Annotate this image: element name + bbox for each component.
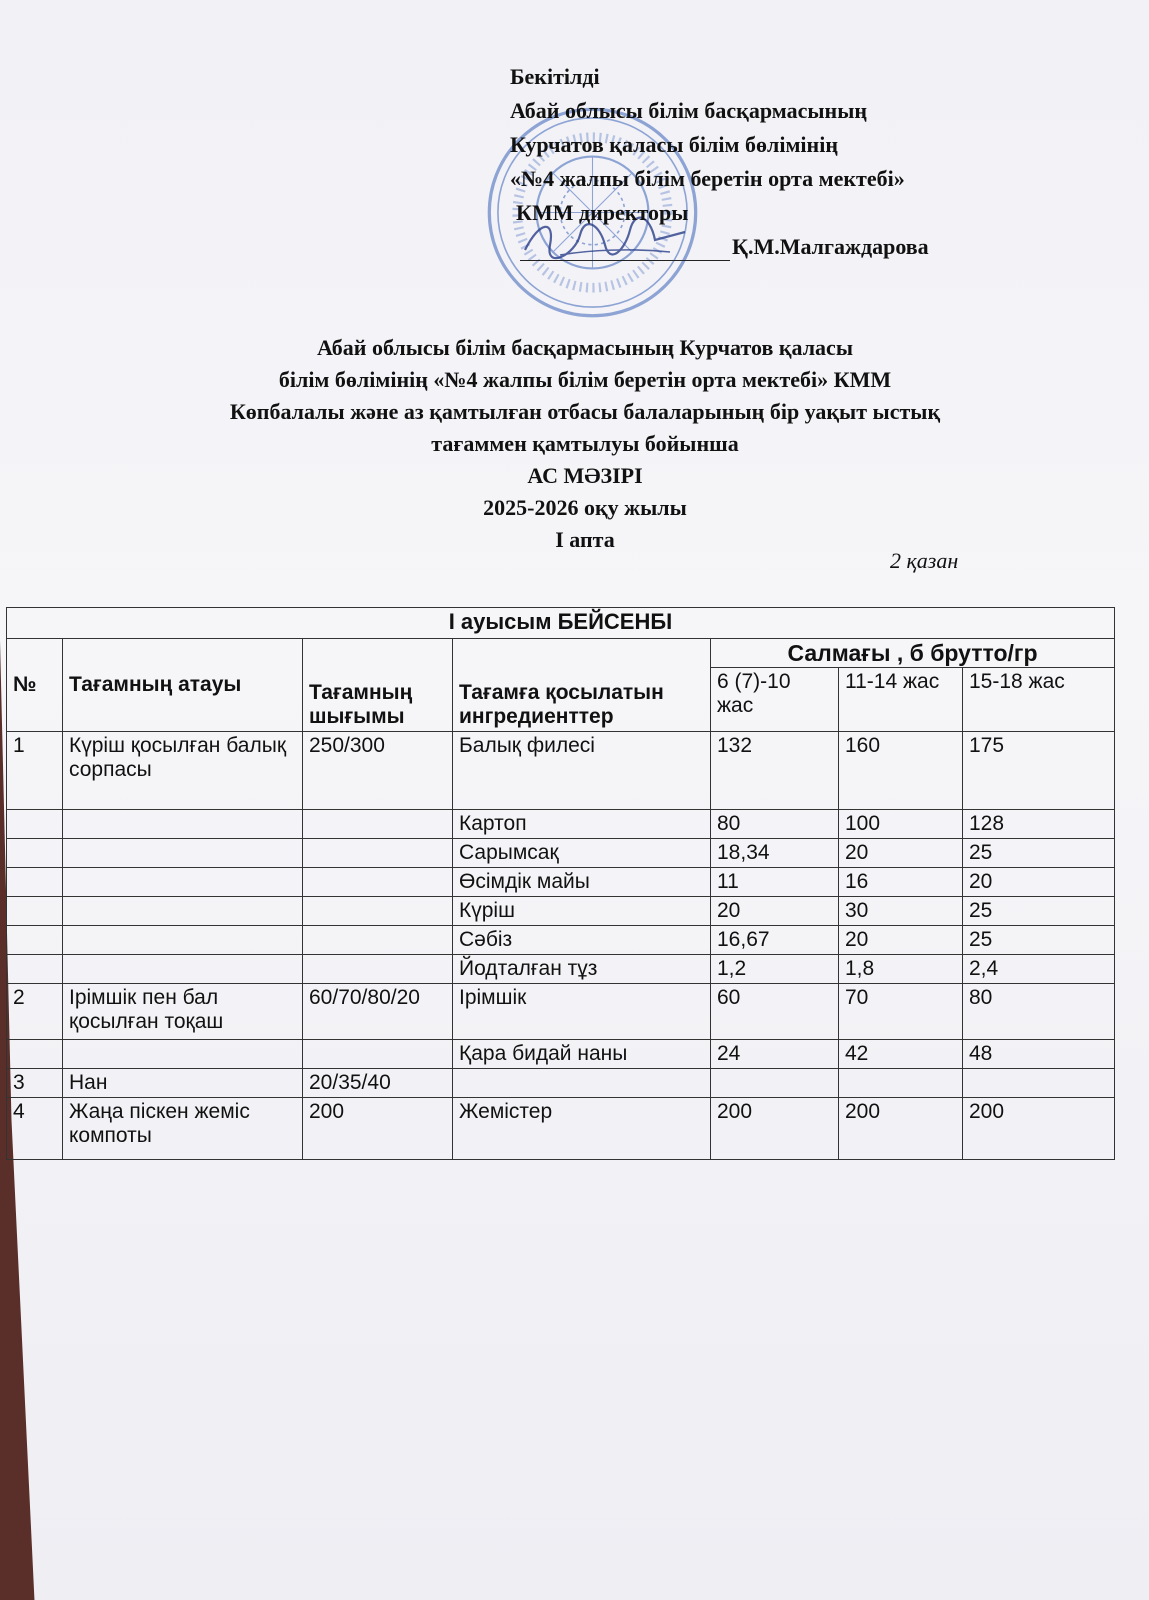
row-value-age1: 200 <box>711 1098 839 1160</box>
table-row <box>7 1069 1115 1098</box>
row-dish <box>63 839 303 868</box>
menu-date: 2 қазан <box>890 548 959 573</box>
row-value-age3 <box>963 1069 1115 1098</box>
row-dish <box>63 810 303 839</box>
row-value-age2: 200 <box>839 1098 963 1160</box>
col-header-age-15-18: 15-18 жас <box>963 668 1115 732</box>
col-header-ingredients: Тағамға қосылатын ингредиенттер <box>453 639 711 732</box>
table-row <box>7 810 1115 839</box>
row-no <box>7 897 63 926</box>
col-header-age-6-10: 6 (7)-10 жас <box>711 668 839 732</box>
row-value-age1: 60 <box>711 984 839 1040</box>
row-dish <box>63 926 303 955</box>
row-dish <box>63 1040 303 1069</box>
col-header-dish: Тағамның атауы <box>63 639 303 732</box>
row-no <box>7 810 63 839</box>
row-dish <box>63 955 303 984</box>
row-yield <box>303 810 453 839</box>
row-yield: 60/70/80/20 <box>303 984 453 1040</box>
row-value-age3: 25 <box>963 839 1115 868</box>
approval-line: Бекітілді <box>510 64 600 89</box>
row-yield <box>303 1040 453 1069</box>
table-row <box>7 897 1115 926</box>
approval-block <box>510 60 1030 264</box>
row-no <box>7 839 63 868</box>
row-ingredient: Балық филесі <box>453 732 711 810</box>
row-value-age3: 2,4 <box>963 955 1115 984</box>
shift-title: І ауысым БЕЙСЕНБІ <box>7 608 1115 639</box>
row-no: 2 <box>7 984 63 1040</box>
row-ingredient: Жемістер <box>453 1098 711 1160</box>
table-row <box>7 732 1115 810</box>
row-ingredient: Сәбіз <box>453 926 711 955</box>
row-no <box>7 955 63 984</box>
row-value-age2: 16 <box>839 868 963 897</box>
row-yield: 250/300 <box>303 732 453 810</box>
heading-line: 2025-2026 оқу жылы <box>483 495 687 520</box>
heading-line: І апта <box>555 527 615 552</box>
table-row <box>7 984 1115 1040</box>
table-row <box>7 926 1115 955</box>
row-yield <box>303 955 453 984</box>
approval-line: Абай облысы білім басқармасының <box>510 98 868 123</box>
row-dish <box>63 868 303 897</box>
row-value-age2: 100 <box>839 810 963 839</box>
row-value-age3: 80 <box>963 984 1115 1040</box>
table-row <box>7 839 1115 868</box>
approval-line: Курчатов қаласы білім бөлімінің <box>510 132 839 157</box>
menu-table <box>6 607 1115 1160</box>
row-dish: Жаңа піскен жеміс компоты <box>63 1098 303 1160</box>
row-no: 4 <box>7 1098 63 1160</box>
row-ingredient: Өсімдік майы <box>453 868 711 897</box>
row-value-age1: 20 <box>711 897 839 926</box>
row-yield <box>303 926 453 955</box>
row-yield <box>303 868 453 897</box>
row-dish: Нан <box>63 1069 303 1098</box>
heading-line: тағаммен қамтылуы бойынша <box>431 431 739 456</box>
row-value-age3: 48 <box>963 1040 1115 1069</box>
row-value-age2: 20 <box>839 839 963 868</box>
col-header-age-11-14: 11-14 жас <box>839 668 963 732</box>
row-no <box>7 926 63 955</box>
row-ingredient: Сарымсақ <box>453 839 711 868</box>
table-row <box>7 955 1115 984</box>
col-header-yield: Тағамның шығымы <box>303 639 453 732</box>
table-row <box>7 1098 1115 1160</box>
row-value-age2: 160 <box>839 732 963 810</box>
row-value-age3: 20 <box>963 868 1115 897</box>
row-no: 3 <box>7 1069 63 1098</box>
row-value-age2: 42 <box>839 1040 963 1069</box>
row-value-age1: 1,2 <box>711 955 839 984</box>
col-header-no: № <box>7 639 63 732</box>
row-no: 1 <box>7 732 63 810</box>
row-value-age1: 18,34 <box>711 839 839 868</box>
row-value-age1: 11 <box>711 868 839 897</box>
row-value-age3: 25 <box>963 897 1115 926</box>
heading-line: білім бөлімінің «№4 жалпы білім беретін орта мектебі» КММ <box>278 367 892 392</box>
row-value-age1: 80 <box>711 810 839 839</box>
row-value-age3: 175 <box>963 732 1115 810</box>
row-dish: Күріш қосылған балық сорпасы <box>63 732 303 810</box>
approval-line: КММ директоры <box>516 200 689 225</box>
signature-row <box>510 230 1030 264</box>
row-value-age2: 20 <box>839 926 963 955</box>
document-heading <box>60 332 1110 556</box>
row-value-age2: 30 <box>839 897 963 926</box>
row-dish: Ірімшік пен бал қосылған тоқаш <box>63 984 303 1040</box>
row-value-age2: 70 <box>839 984 963 1040</box>
row-no <box>7 868 63 897</box>
signatory-name: Қ.М.Малгаждарова <box>732 234 929 259</box>
row-dish <box>63 897 303 926</box>
row-value-age1 <box>711 1069 839 1098</box>
signature-line <box>520 260 730 261</box>
table-row <box>7 868 1115 897</box>
row-value-age3: 200 <box>963 1098 1115 1160</box>
heading-line: Көпбалалы және аз қамтылған отбасы балаларының бір уақыт ыстық <box>229 399 941 424</box>
row-value-age3: 128 <box>963 810 1115 839</box>
heading-line: АС МӘЗІРІ <box>527 463 643 488</box>
approval-line: «№4 жалпы білім беретін орта мектебі» <box>510 166 905 191</box>
row-ingredient: Йодталған тұз <box>453 955 711 984</box>
row-ingredient: Қара бидай наны <box>453 1040 711 1069</box>
row-no <box>7 1040 63 1069</box>
row-ingredient: Картоп <box>453 810 711 839</box>
row-value-age2 <box>839 1069 963 1098</box>
row-ingredient: Ірімшік <box>453 984 711 1040</box>
row-yield: 200 <box>303 1098 453 1160</box>
row-yield <box>303 897 453 926</box>
row-ingredient <box>453 1069 711 1098</box>
row-value-age1: 132 <box>711 732 839 810</box>
weight-header: Салмағы , б брутто/гр <box>711 639 1115 668</box>
row-value-age3: 25 <box>963 926 1115 955</box>
table-row <box>7 1040 1115 1069</box>
row-value-age1: 16,67 <box>711 926 839 955</box>
row-value-age2: 1,8 <box>839 955 963 984</box>
row-yield <box>303 839 453 868</box>
row-value-age1: 24 <box>711 1040 839 1069</box>
heading-line: Абай облысы білім басқармасының Курчатов қаласы <box>317 335 853 360</box>
row-ingredient: Күріш <box>453 897 711 926</box>
row-yield: 20/35/40 <box>303 1069 453 1098</box>
